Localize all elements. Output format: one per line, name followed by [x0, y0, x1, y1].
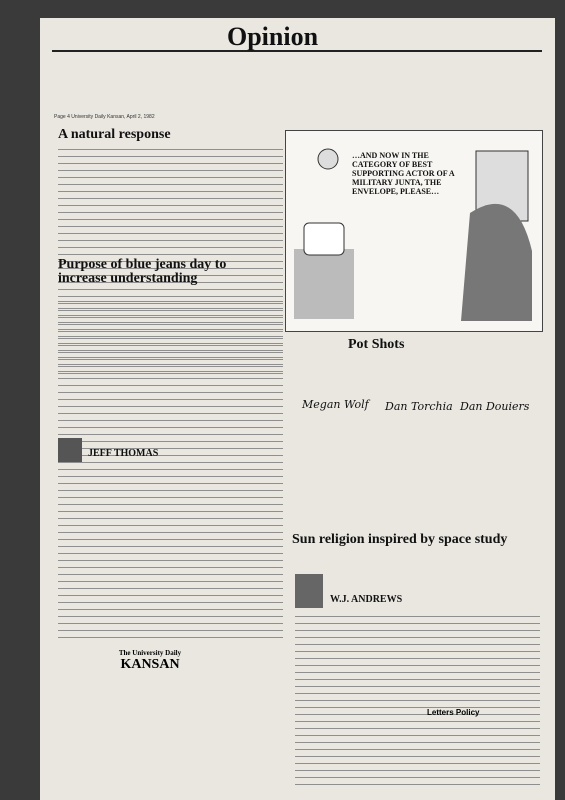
page-line: Page 4 University Daily Kansan, April 2, 1982 — [54, 114, 155, 120]
masthead-name: KANSAN — [120, 657, 180, 672]
masthead — [100, 649, 200, 673]
cartoon-caption: …AND NOW IN THE CATEGORY OF BEST SUPPORTING ACTOR OF A MILITARY JUNTA, THE ENVELOPE, PLEASE… — [352, 151, 455, 196]
letters-policy: Letters Policy — [427, 708, 480, 717]
sun-columnist-photo — [295, 574, 323, 608]
signature-3: Dan Douiers — [460, 400, 530, 413]
pot-shots-headline: Pot Shots — [348, 337, 405, 352]
columnist-photo — [58, 438, 82, 462]
signature-1: Megan Wolf — [302, 398, 369, 411]
sun-body — [295, 613, 540, 788]
page-header — [52, 22, 542, 52]
columnist-name: JEFF THOMAS — [88, 448, 159, 459]
masthead-upper: The University Daily — [118, 649, 182, 657]
sun-religion-headline: Sun religion inspired by space study — [292, 532, 508, 547]
signature-2: Dan Torchia — [385, 400, 453, 413]
section-title: Opinion — [227, 22, 319, 51]
sun-columnist-name: W.J. ANDREWS — [330, 594, 403, 605]
editorial-2-body — [58, 298, 283, 641]
editorial-1-headline: A natural response — [58, 127, 171, 142]
editorial-2-headline: Purpose of blue jeans day to increase understanding — [58, 257, 227, 286]
newspaper-page — [40, 18, 555, 800]
political-cartoon — [285, 130, 543, 332]
